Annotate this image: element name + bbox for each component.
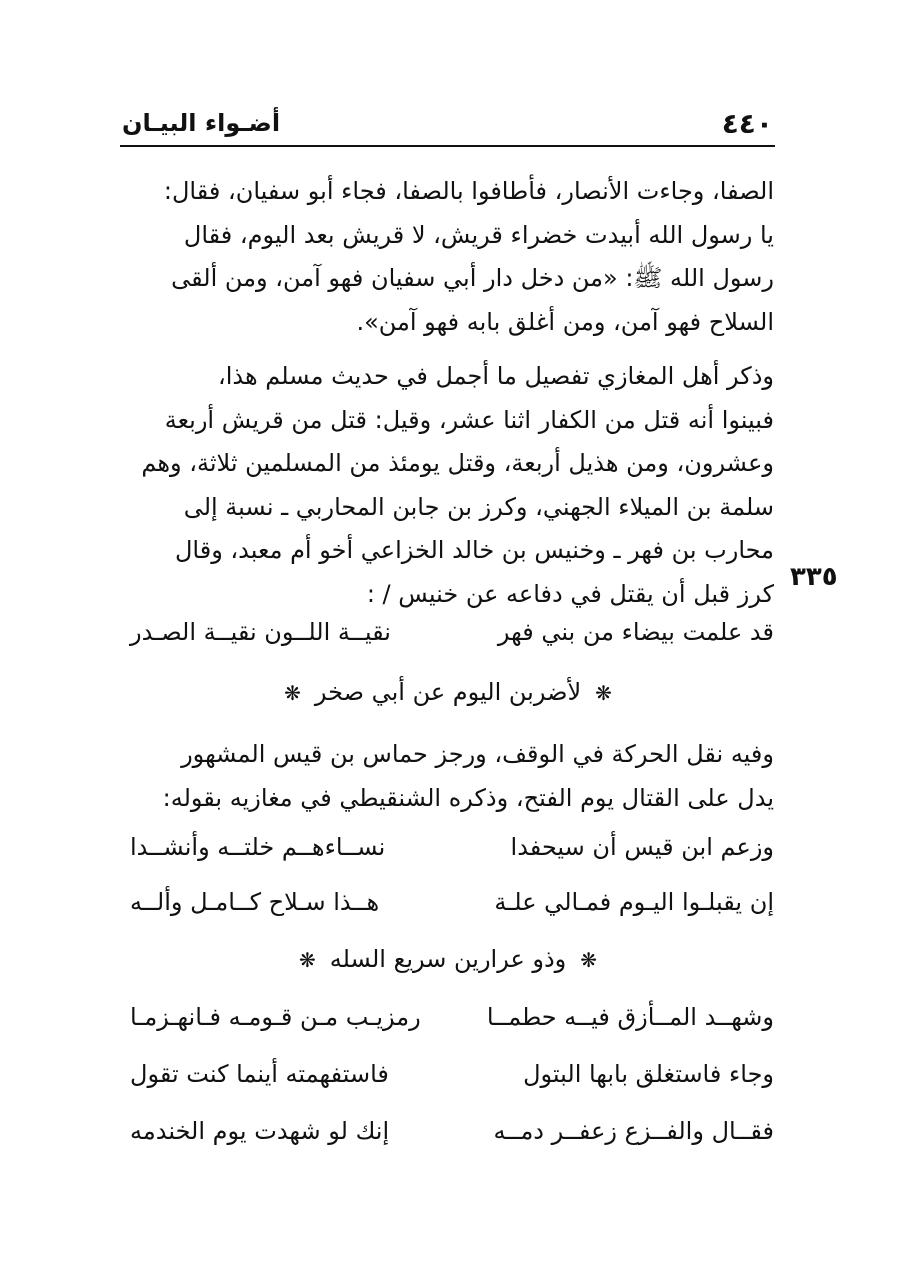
poem-verse [122,1060,774,1104]
poem-single-line [122,945,774,989]
verse-second-hemistich: هــذا سـلاح كــامـل وألــه [130,888,380,916]
poem-verse [122,888,774,932]
text-line: فبينوا أنه قتل من الكفار اثنا عشر، وقيل: قتل من قريش أربعة [164,405,774,434]
poem-verse [122,1117,774,1161]
text-line: يا رسول الله أبيدت خضراء قريش، لا قريش بعد اليوم، فقال [183,220,774,249]
verse-first-hemistich: وزعم ابن قيس أن سيحفدا [510,833,774,861]
verse-first-hemistich: فقــال والفــزع زعفــر دمــه [493,1117,774,1145]
running-title: أضـواء البيـان [122,109,281,137]
text-line: وفيه نقل الحركة في الوقف، ورجز حماس بن قيس المشهور [181,740,774,768]
paragraph-1 [122,170,774,344]
asterisk-ornament-icon: ❋ [580,948,598,972]
text-line: السلاح فهو آمن، ومن أغلق بابه فهو آمن». [356,307,774,336]
text-line: رسول الله ﷺ: «من دخل دار أبي سفيان فهو آمن، ومن ألقى [171,264,774,292]
text-line: وعشرون، ومن هذيل أربعة، وقتل يومئذ من المسلمين ثلاثة، وهم [141,449,774,477]
text-line: يدل على القتال يوم الفتح، وذكره الشنقيطي في مغازيه بقوله: [162,783,774,812]
text-line: وذكر أهل المغازي تفصيل ما أجمل في حديث مسلم هذا، [217,362,774,390]
paragraph-2 [122,355,774,616]
single-line-text: وذو عرارين سريع السله [329,945,567,973]
asterisk-ornament-icon: ❋ [595,681,612,705]
verse-first-hemistich: وشهــد المــأزق فيــه حطمــا [486,1003,774,1031]
page-header [120,105,775,147]
verse-second-hemistich: رمزيـب مـن قـومـه فـانهـزمـا [130,1003,421,1031]
verse-first-hemistich: قد علمت بيضاء من بني فهر [497,618,774,646]
poem-verse [122,618,774,662]
single-line-text: لأضربن اليوم عن أبي صخر [314,678,582,706]
poem-verse [122,833,774,877]
margin-page-reference: ٣٣٥ [790,562,838,592]
verse-second-hemistich: إنك لو شهدت يوم الخندمه [130,1117,390,1145]
poem-verse [122,1003,774,1047]
paragraph-3 [122,733,774,820]
text-line: كرز قبل أن يقتل في دفاعه عن خنيس / : [366,579,774,608]
asterisk-ornament-icon: ❋ [284,681,301,705]
poem-single-line [122,678,774,722]
asterisk-ornament-icon: ❋ [298,948,316,972]
text-line: سلمة بن الميلاء الجهني، وكرز بن جابن المحاربي ـ نسبة إلى [183,492,774,521]
text-line: محارب بن فهر ـ وخنيس بن خالد الخزاعي أخو أم معبد، وقال [174,536,774,564]
verse-first-hemistich: إن يقبلـوا اليـوم فمـالي علـة [494,888,774,916]
verse-first-hemistich: وجاء فاستغلق بابها البتول [523,1060,774,1088]
verse-second-hemistich: فاستفهمته أينما كنت تقول [130,1060,389,1088]
verse-second-hemistich: نقيــة اللــون نقيــة الصـدر [130,618,391,646]
verse-second-hemistich: نســاءهــم خلتــه وأنشــدا [130,833,386,861]
page-number: ٤٤٠ [721,107,773,140]
text-line: الصفا، وجاءت الأنصار، فأطافوا بالصفا، فجاء أبو سفيان، فقال: [163,177,774,205]
